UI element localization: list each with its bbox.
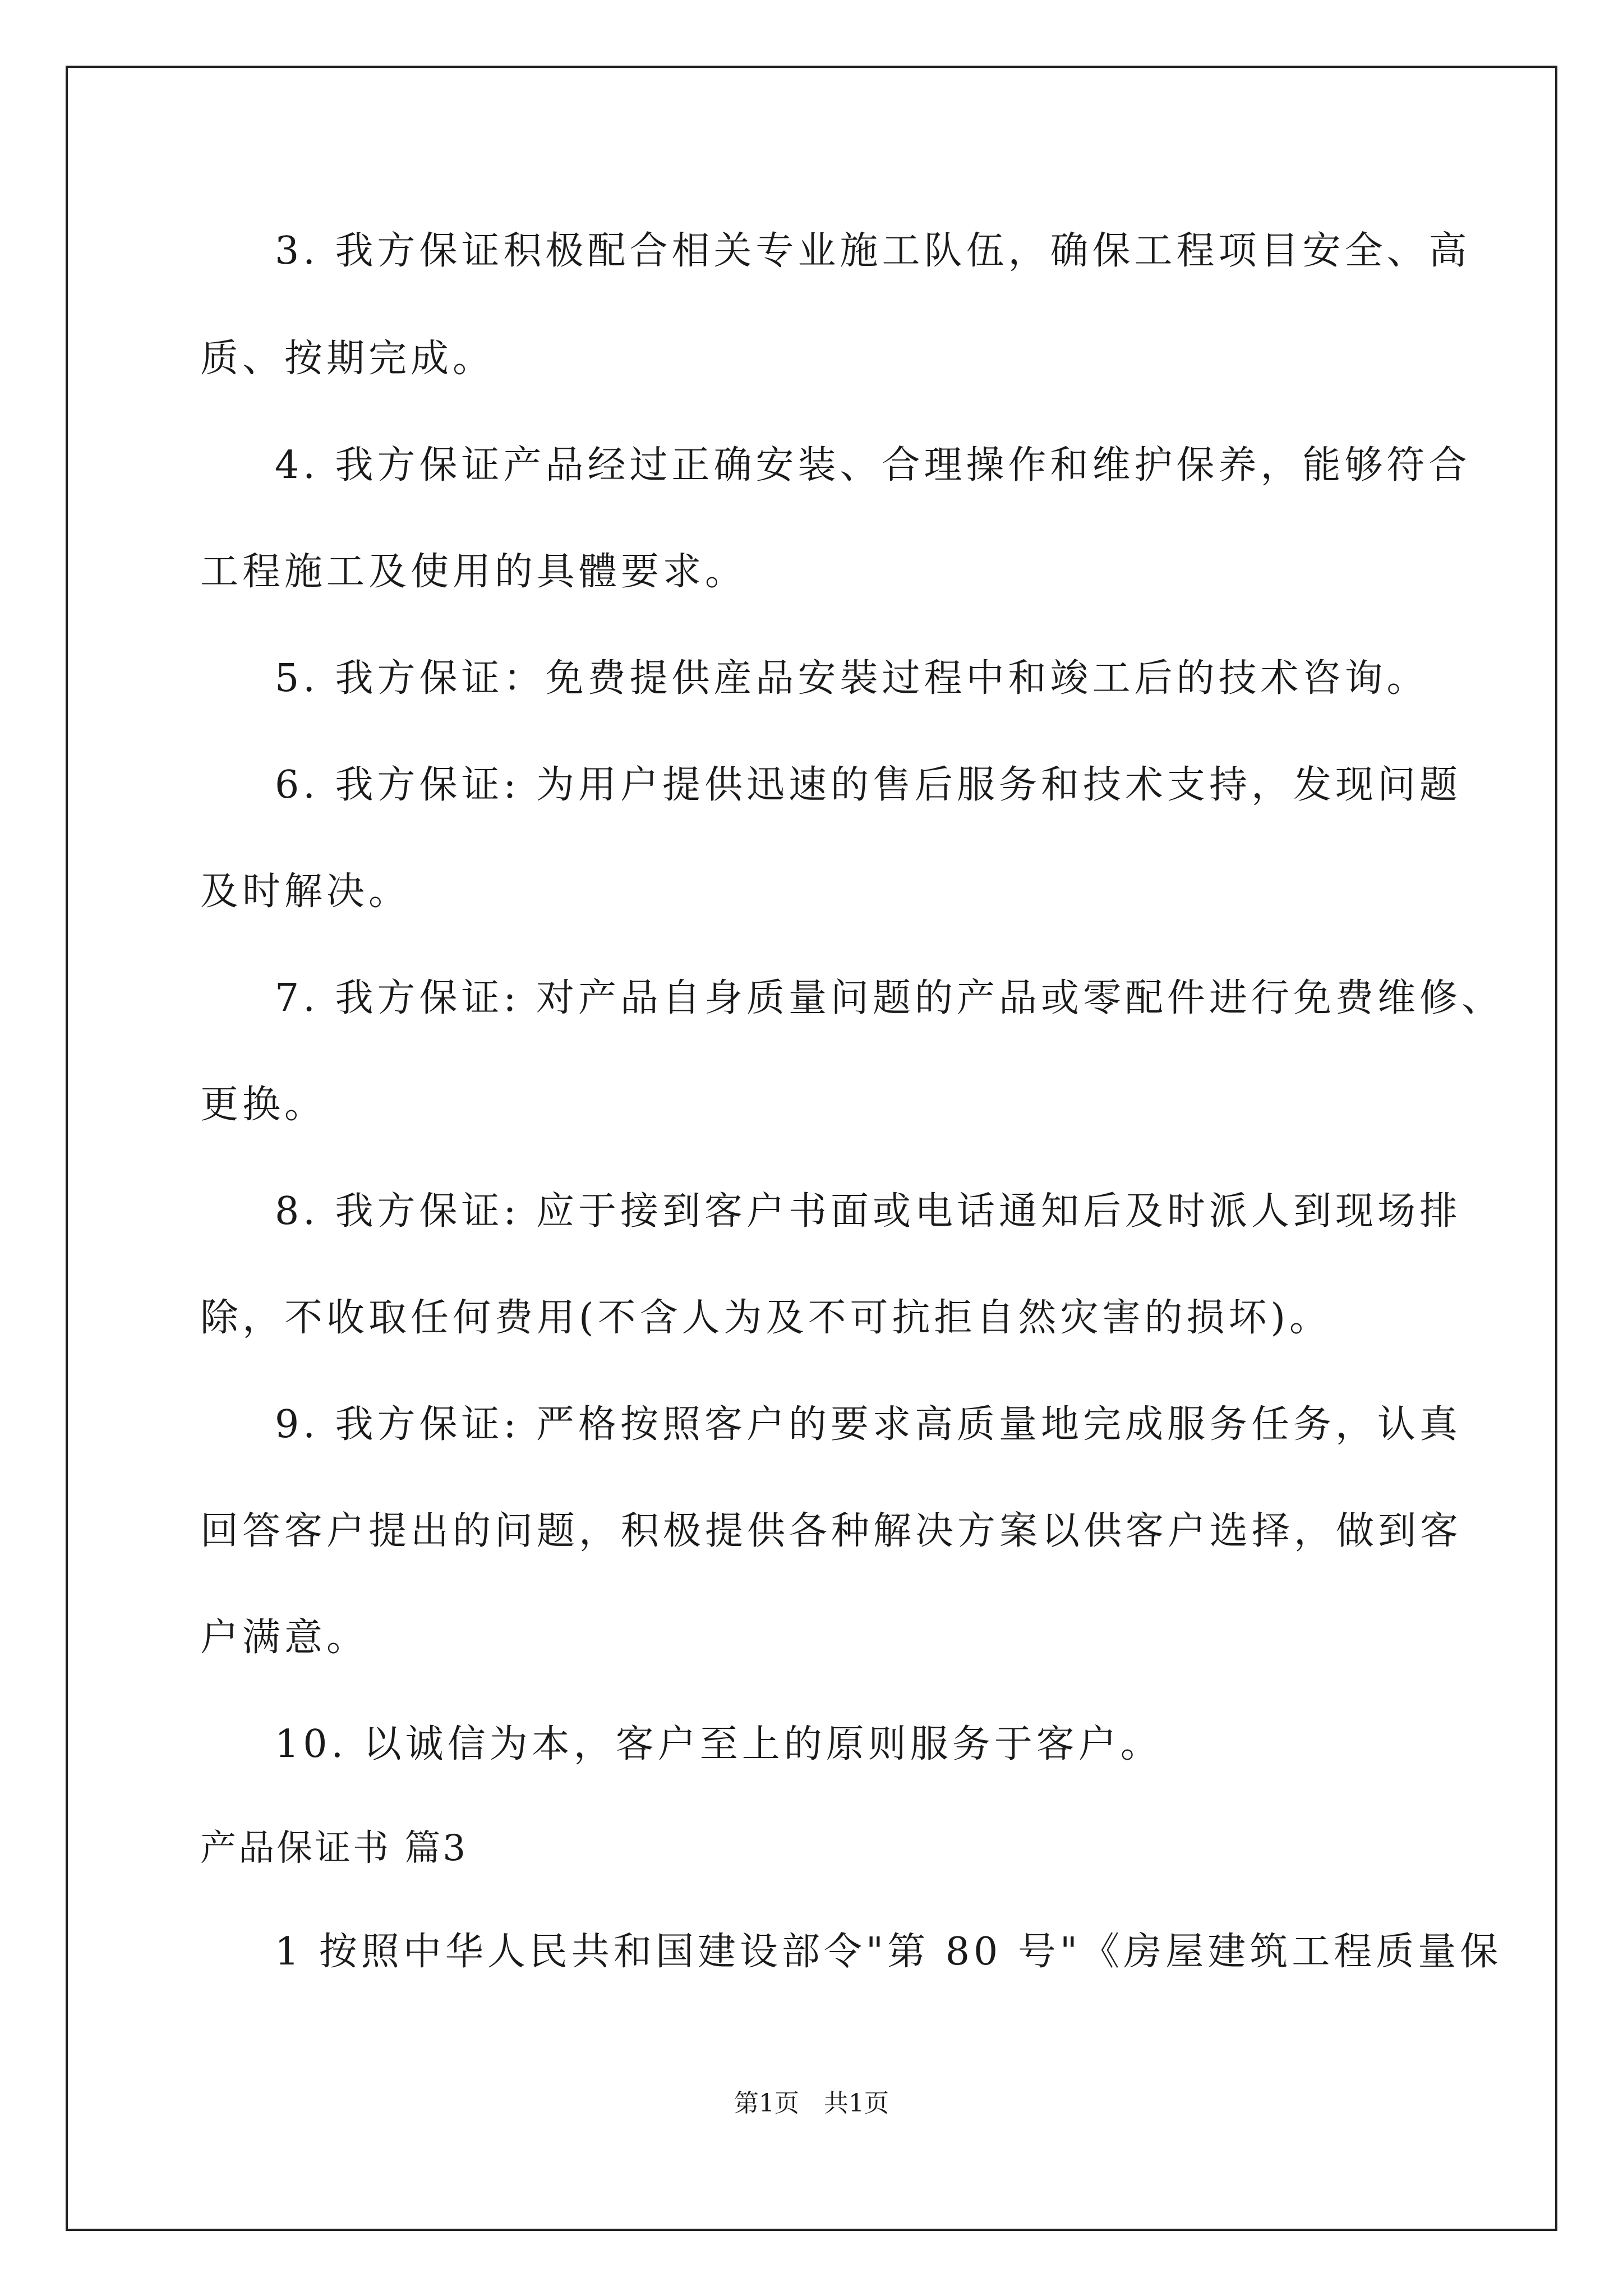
item-3-line-1: 3. 我方保证积极配合相关专业施工队伍，确保工程项目安全、高: [275, 229, 1471, 273]
page-number-footer: 第1页 共1页: [734, 2089, 889, 2118]
item-6-line-2: 及时解决。: [200, 869, 411, 914]
section-item-1-line-1: 1 按照中华人民共和国建设部令"第 80 号"《房屋建筑工程质量保: [275, 1930, 1502, 1974]
item-5-line-1: 5. 我方保证：免费提供産品安裝过程中和竣工后的技术咨询。: [275, 656, 1429, 701]
item-7-line-2: 更换。: [200, 1083, 327, 1127]
item-9-line-1: 9. 我方保证: 严格按照客户的要求高质量地完成服务任务，认真: [275, 1402, 1462, 1447]
item-8-line-1: 8. 我方保证: 应于接到客户书面或电话通知后及时派人到现场排: [275, 1189, 1462, 1234]
item-4-line-1: 4. 我方保证产品经过正确安装、合理操作和维护保养，能够符合: [275, 443, 1471, 487]
section-heading: 产品保证书 篇3: [200, 1828, 468, 1869]
item-9-line-3: 户满意。: [200, 1616, 369, 1660]
item-3-line-2: 质、按期完成。: [200, 337, 495, 381]
item-8-line-2: 除，不收取任何费用(不含人为及不可抗拒自然灾害的损坏)。: [200, 1296, 1332, 1340]
item-9-line-2: 回答客户提出的问题，积极提供各种解决方案以供客户选择，做到客: [200, 1509, 1463, 1553]
page-border: [66, 66, 1557, 2231]
item-6-line-1: 6. 我方保证: 为用户提供迅速的售后服务和技术支持，发现问题: [275, 763, 1462, 807]
item-7-line-1: 7. 我方保证: 对产品自身质量问题的产品或零配件进行免费维修、: [275, 976, 1504, 1020]
item-4-line-2: 工程施工及使用的具體要求。: [200, 550, 748, 594]
item-10-line-1: 10. 以诚信为本，客户至上的原则服务于客户。: [275, 1722, 1163, 1766]
